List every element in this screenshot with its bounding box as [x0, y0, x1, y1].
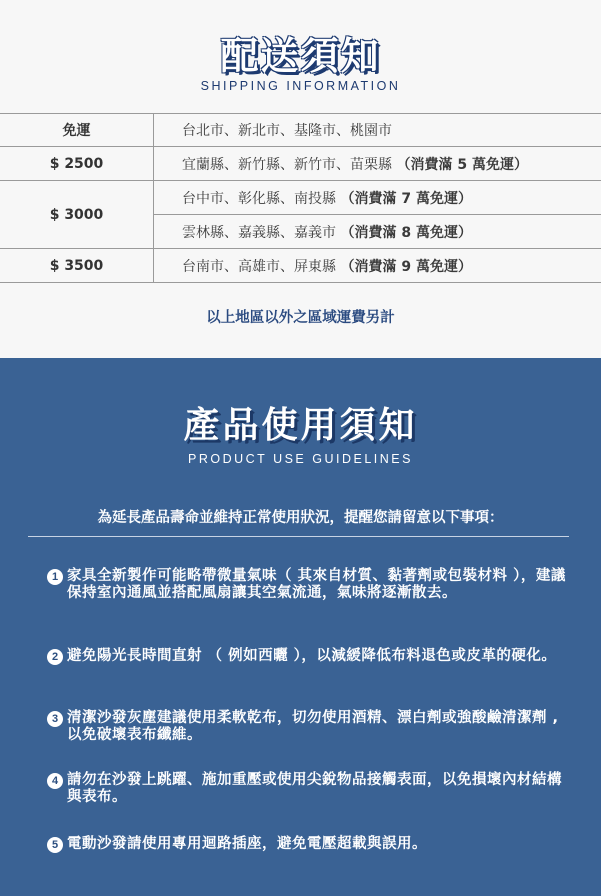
guidelines-title: 產品使用須知	[183, 405, 418, 446]
list-item	[47, 568, 567, 602]
area-cell	[154, 114, 601, 147]
guidelines-notice: 為延長產品壽命並維持正常使用狀況，提醒您請留意以下事項：	[97, 510, 504, 526]
guideline-text: 電動沙發請使用專用迴路插座，避免電壓超載與誤用。	[67, 836, 427, 852]
area-cell	[154, 215, 601, 249]
number-badge: 2	[47, 649, 63, 665]
shipping-title: 配送須知	[220, 34, 381, 78]
area-list: 雲林縣、嘉義縣、嘉義市	[182, 224, 336, 241]
list-item	[47, 836, 567, 853]
free-shipping-note: （消費滿 5 萬免運）	[396, 156, 528, 173]
guidelines-section	[0, 358, 601, 896]
other-areas-note: 以上地區以外之區域運費另計	[206, 310, 395, 326]
area-list: 宜蘭縣、新竹縣、新竹市、苗栗縣	[182, 156, 392, 173]
fee-cell: $ 2500	[0, 147, 154, 181]
shipping-subtitle: SHIPPING INFORMATION	[200, 79, 401, 93]
free-shipping-note: （消費滿 9 萬免運）	[340, 258, 472, 275]
number-badge: 1	[47, 569, 63, 585]
number-badge: 3	[47, 711, 63, 727]
number-badge: 5	[47, 837, 63, 853]
list-item	[47, 710, 567, 744]
list-item	[47, 648, 567, 665]
area-list: 台北市、新北市、基隆市、桃園市	[182, 123, 392, 139]
table-row	[0, 114, 601, 147]
area-cell	[154, 249, 601, 283]
area-cell	[154, 147, 601, 181]
fee-cell: $ 3000	[0, 181, 154, 249]
guideline-text: 清潔沙發灰塵建議使用柔軟乾布，切勿使用酒精、漂白劑或強酸鹼清潔劑 , 以免破壞表布纖維。	[67, 710, 559, 743]
area-cell	[154, 181, 601, 215]
area-list: 台南市、高雄市、屏東縣	[182, 258, 336, 275]
fee-cell: $ 3500	[0, 249, 154, 283]
free-shipping-note: （消費滿 7 萬免運）	[340, 190, 472, 207]
free-shipping-note: （消費滿 8 萬免運）	[340, 224, 472, 241]
shipping-section	[0, 0, 601, 358]
shipping-table	[0, 113, 601, 283]
table-row	[0, 249, 601, 283]
fee-cell: 免運	[0, 114, 154, 147]
guidelines-subtitle: PRODUCT USE GUIDELINES	[188, 452, 413, 466]
table-row	[0, 147, 601, 181]
number-badge: 4	[47, 773, 63, 789]
table-row	[0, 181, 601, 215]
guideline-text: 避免陽光長時間直射 （ 例如西曬 ），以減緩降低布料退色或皮革的硬化。	[67, 648, 557, 664]
guideline-text: 請勿在沙發上跳躍、施加重壓或使用尖銳物品接觸表面，以免損壞內材結構與表布。	[67, 772, 562, 805]
guideline-text: 家具全新製作可能略帶微量氣味（ 其來自材質、黏著劑或包裝材料 ），建議保持室內通風並搭配風扇讓其空氣流通，氣味將逐漸散去。	[67, 568, 566, 601]
divider	[28, 536, 569, 537]
list-item	[47, 772, 567, 806]
area-list: 台中市、彰化縣、南投縣	[182, 190, 336, 207]
